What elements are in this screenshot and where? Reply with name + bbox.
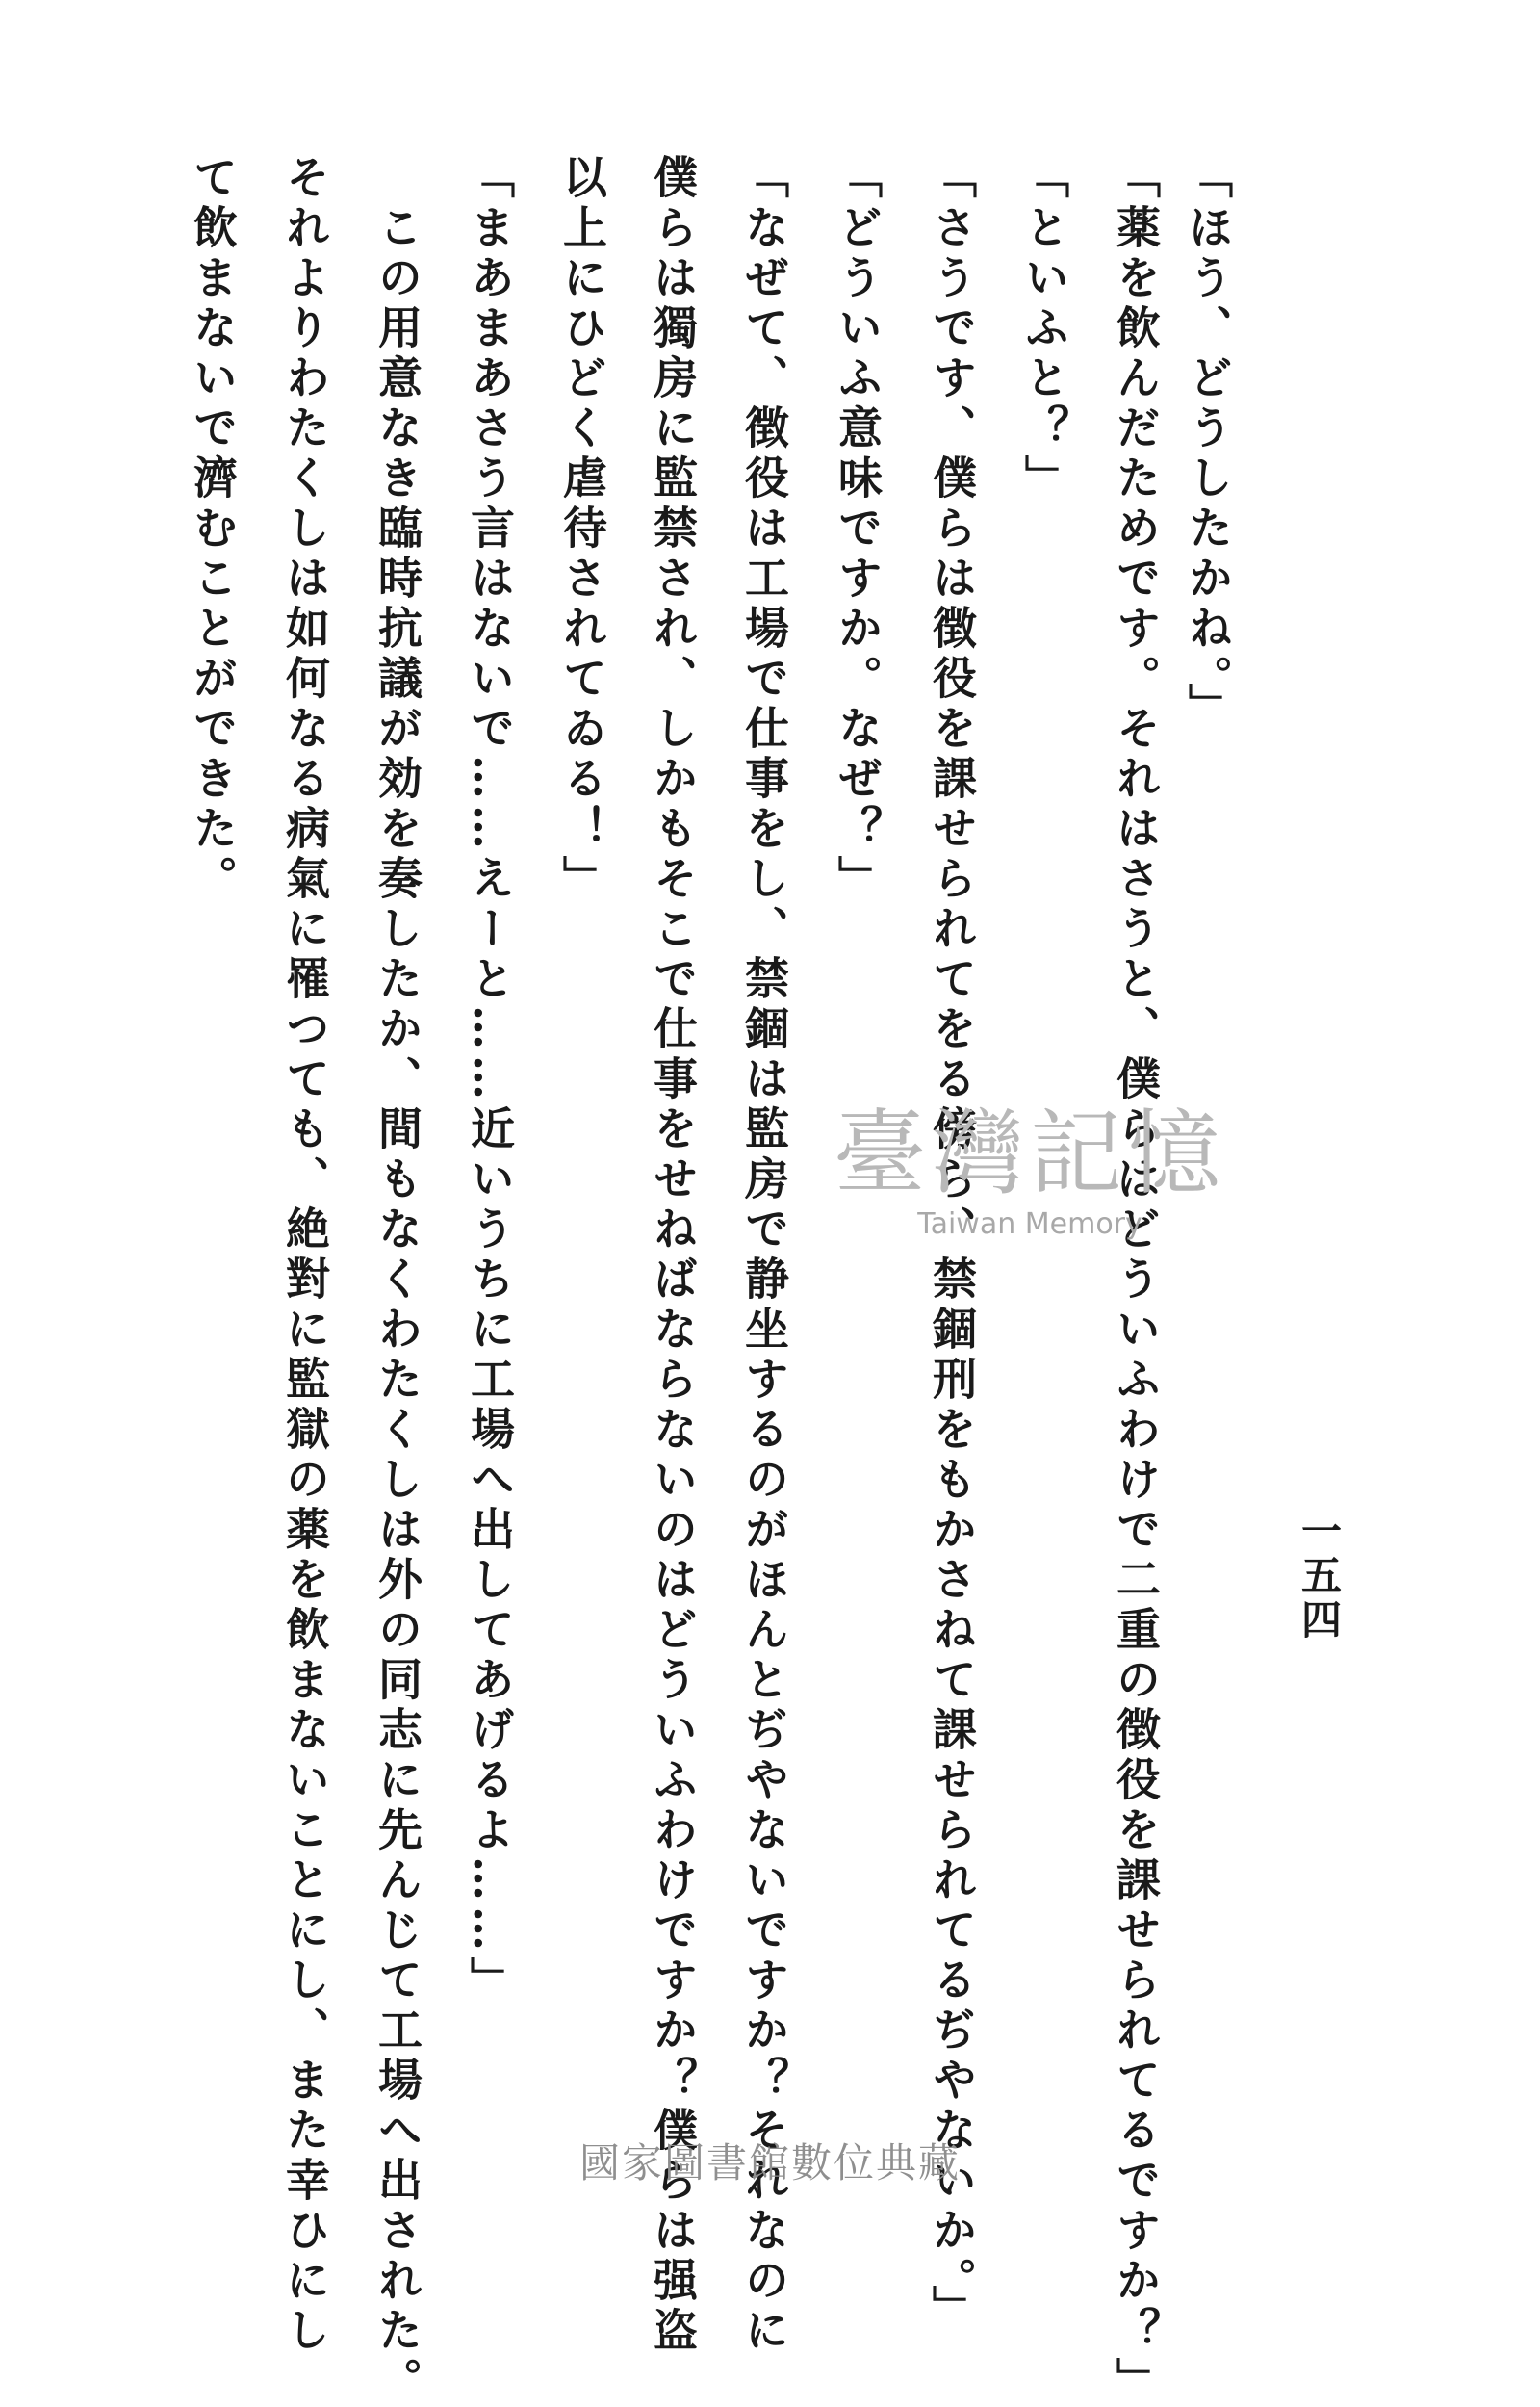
text-line-11: それよりわたくしは如何なる病氣に罹つても、絶對に監獄の薬を飲まないことにし、また幸ひにし xyxy=(279,154,331,2357)
text-line-5: 「どういふ意味ですか。なぜ？」 xyxy=(832,154,884,905)
watermark-subtext: Taiwan Memory xyxy=(917,1207,1142,1241)
text-line-3: 「といふと？」 xyxy=(1018,154,1070,505)
text-line-1: 「ほう、どうしたかね。」 xyxy=(1182,154,1234,733)
footer-credit: 國家圖書館數位典藏 xyxy=(578,2139,961,2187)
page-number: 一五四 xyxy=(1296,1510,1343,1643)
text-line-10: この用意なき臨時抗議が効を奏したか、間もなくわたくしは外の同志に先んじて工場へ出された。 xyxy=(372,154,424,2407)
text-line-2: 「薬を飲んだためです。それはさうと、僕らはどういふわけで二重の徴役を課せられてるですか？」 xyxy=(1110,154,1162,2407)
watermark-text: 臺灣記憶 xyxy=(834,1100,1226,1207)
text-line-9: 「まあまあさう言はないで……えーと……近いうちに工場へ出してあげるよ……」 xyxy=(464,154,516,2006)
text-line-8: 以上にひどく虐待されてゐる！」 xyxy=(556,154,608,905)
watermark-logo xyxy=(799,1100,1261,1241)
text-line-7: 僕らは獨房に監禁され、しかもそこで仕事をせねばならないのはどういふわけですか？僕らは强盗 xyxy=(647,154,699,2357)
text-line-12: て飲まないで濟むことができた。 xyxy=(187,154,239,905)
text-line-6: 「なぜて、徴役は工場で仕事をし、禁錮は監房で静坐するのがほんとぢやないですか？それなのに xyxy=(738,154,790,2357)
text-line-4: 「さうです、僕らは徴役を課せられてをる傍ら、禁錮刑をもかさねて課せられてるぢやないか。」 xyxy=(926,154,978,2335)
